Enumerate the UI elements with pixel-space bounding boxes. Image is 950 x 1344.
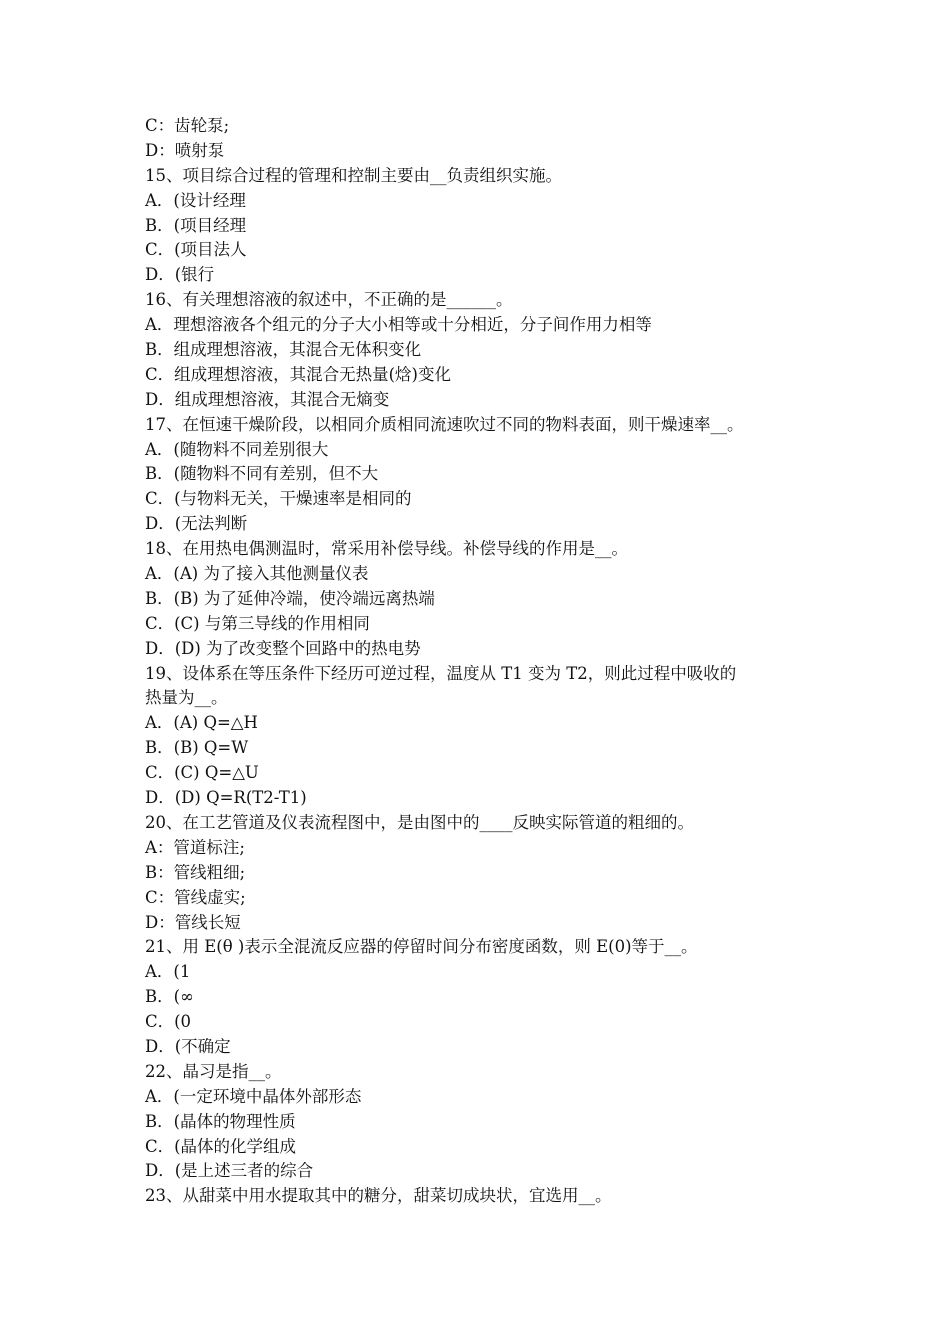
option-a-line: A．(1 (145, 962, 191, 982)
question-17: 17、在恒速干燥阶段，以相同介质相同流速吹过不同的物料表面，则干燥速率__。 (145, 414, 744, 434)
option-c-line: C：齿轮泵; (145, 116, 230, 135)
option-d-line: D．(是上述三者的综合 (145, 1161, 314, 1181)
option-b-line: B．(B) 为了延伸冷端，使冷端远离热端 (145, 588, 435, 608)
option-b-line: B：管线粗细; (145, 862, 246, 882)
question-22: 22、晶习是指__。 (145, 1061, 282, 1081)
option-c-line: C．组成理想溶液，其混合无热量(焓)变化 (145, 364, 451, 384)
question-20: 20、在工艺管道及仪表流程图中，是由图中的____反映实际管道的粗细的。 (145, 812, 694, 832)
option-d-line: D．(D) 为了改变整个回路中的热电势 (145, 638, 421, 658)
option-b-line: B．(B) Q=W (145, 738, 249, 758)
question-16: 16、有关理想溶液的叙述中，不正确的是______。 (145, 290, 513, 310)
option-d-line: D．(D) Q=R(T2-T1) (145, 788, 307, 808)
option-b-line: B．(∞ (145, 987, 194, 1007)
option-c-line: C．(0 (145, 1012, 192, 1032)
option-c-line: C．(与物料无关，干燥速率是相同的 (145, 489, 412, 509)
question-19-continued: 热量为__。 (145, 688, 228, 708)
option-c-line: C：管线虚实; (145, 887, 246, 907)
option-c-line: C．(晶体的化学组成 (145, 1136, 297, 1156)
option-b-line: B．(项目经理 (145, 215, 247, 235)
option-c-line: C．(项目法人 (145, 240, 247, 260)
document-body (145, 114, 815, 1209)
option-d-line: D．(不确定 (145, 1036, 231, 1056)
option-d-line: D．(无法判断 (145, 514, 248, 534)
option-d-line: D：管线长短 (145, 912, 241, 932)
option-a-line: A．(随物料不同差别很大 (145, 439, 329, 459)
question-19: 19、设体系在等压条件下经历可逆过程，温度从 T1 变为 T2，则此过程中吸收的 (145, 663, 737, 683)
option-b-line: B．(晶体的物理性质 (145, 1111, 296, 1131)
question-23: 23、从甜菜中用水提取其中的糖分，甜菜切成块状，宜选用__。 (145, 1186, 612, 1206)
option-c-line: C．(C) Q=△U (145, 763, 259, 783)
question-21: 21、用 E(θ )表示全混流反应器的停留时间分布密度函数，则 E(0)等于__。 (145, 937, 698, 957)
option-c-line: C．(C) 与第三导线的作用相同 (145, 613, 370, 633)
option-a-line: A．理想溶液各个组元的分子大小相等或十分相近，分子间作用力相等 (145, 315, 652, 335)
question-15: 15、项目综合过程的管理和控制主要由__负责组织实施。 (145, 165, 562, 185)
option-a-line: A．(A) Q=△H (145, 713, 258, 733)
option-d-line: D．组成理想溶液，其混合无熵变 (145, 389, 390, 409)
option-b-line: B．组成理想溶液，其混合无体积变化 (145, 340, 422, 360)
question-18: 18、在用热电偶测温时，常采用补偿导线。补偿导线的作用是__。 (145, 539, 628, 559)
option-d-line: D．(银行 (145, 265, 215, 285)
option-d-line: D：喷射泵 (145, 140, 225, 160)
option-b-line: B．(随物料不同有差别，但不大 (145, 464, 379, 484)
option-a-line: A．(设计经理 (145, 190, 246, 210)
option-a-line: A．(A) 为了接入其他测量仪表 (145, 564, 369, 584)
option-a-line: A．(一定环境中晶体外部形态 (145, 1086, 362, 1106)
option-a-line: A：管道标注; (145, 837, 245, 857)
